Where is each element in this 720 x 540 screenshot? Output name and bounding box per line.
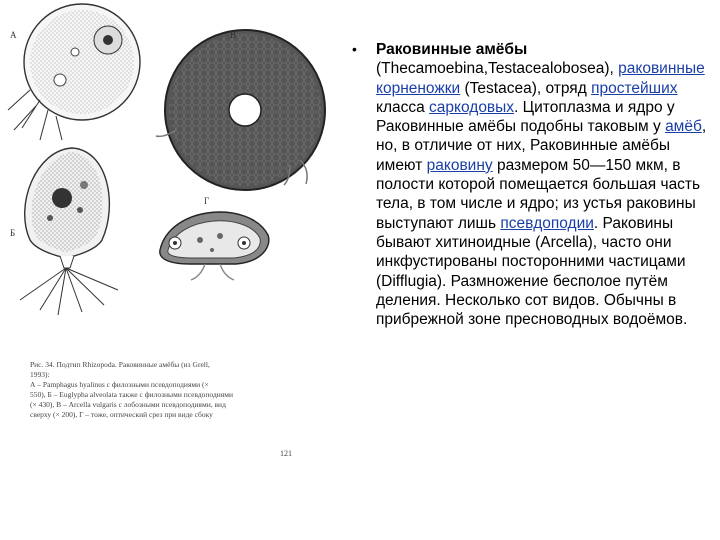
panel-label-c: Б (10, 228, 16, 238)
specimen-b-drawing (156, 30, 325, 190)
caption-line: А – Pamphagus hyalinus с филозными псевдоподиями (× (30, 380, 209, 389)
caption-line: Рис. 34. Подтип Rhizopoda. Раковинные амёбы (из Grell, (30, 360, 210, 369)
slide-text-block (352, 40, 712, 329)
panel-label-a: А (10, 30, 17, 40)
text-run: класса (376, 98, 430, 116)
text-run: (Testacea), отряд (460, 79, 592, 97)
body-paragraph (376, 40, 712, 329)
panel-label-b: В (230, 30, 237, 40)
specimen-d-drawing (160, 212, 269, 280)
link-ameb[interactable]: амёб (665, 118, 702, 136)
text-run: (Thecamoebina,Testacealobosea), (376, 60, 619, 78)
caption-line: (× 430), В – Arcella vulgaris с лобозными псевдоподиями, вид (30, 400, 226, 409)
figure-caption (30, 360, 280, 420)
page-number: 121 (280, 449, 292, 458)
link-kornenozhki[interactable]: корненожки (376, 79, 461, 97)
link-rakovinu[interactable]: раковину (426, 156, 493, 174)
text-run: , но, в отличие от них, Раковинные амёбы имеют (376, 118, 707, 174)
text-run: размером 50—150 мкм, в полости которой помещается большая часть тела, в том числе и ядро; из устья раковины выступают лишь (376, 156, 701, 232)
figure-panel (0, 0, 340, 470)
text-run: . Раковины бывают хитиноидные (Arcella), часто они инкфустированы посторонними частицами (Difflugia). Размножение бесполое путём деления. Несколько сот видов. Обычны в прибрежной зоне пресноводных водоёмов. (376, 214, 688, 329)
link-prosteyshikh[interactable]: простейших (591, 79, 678, 97)
caption-line: 1993): (30, 370, 50, 379)
link-rakovinnye[interactable]: раковинные (618, 60, 705, 78)
text-run: . Цитоплазма и ядро у Раковинные амёбы подобны таковым у (376, 98, 675, 136)
heading: Раковинные амёбы (376, 41, 528, 58)
link-sarkodovykh[interactable]: саркодовых (429, 98, 515, 116)
bullet: • (352, 41, 357, 57)
caption-line: 550), Б – Euglypha alveolata также с филозными псевдоподиями (30, 390, 233, 399)
caption-line: сверху (× 200), Г – тоже, оптический срез при виде сбоку (30, 410, 213, 419)
specimen-c-drawing (20, 148, 118, 315)
panel-label-d: Г (204, 196, 210, 206)
specimen-a-drawing (8, 4, 140, 140)
link-psevdopodii[interactable]: псевдоподии (500, 214, 594, 232)
